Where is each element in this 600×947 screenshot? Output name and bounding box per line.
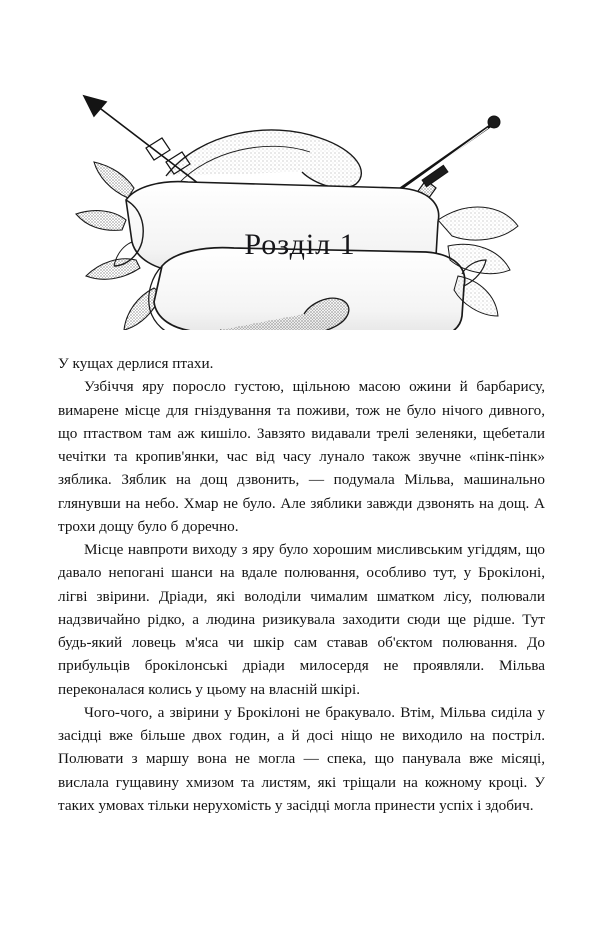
paragraph: Узбіччя яру поросло густою, щільною масою ожини й барбарису, вимарене місце для гніздування та поживи, тож не було нічого дивного, що птаством там аж кишіло. Завзято видавали трелі зеленяки, щебетали чечітки та кропив'янки, час від часу лунало також звучне «пінк-пінк» зяблика. Зяблик на дощ дзвонить, — подумала Мільва, машинально глянувши на небо. Хмар не було. Але зяблики завжди дзвонять на дощ. А трохи дощу було б доречно. xyxy=(58,378,545,535)
scroll-sword-arrow-illustration xyxy=(70,80,530,330)
chapter-illustration xyxy=(0,70,600,340)
paragraph: Місце навпроти виходу з яру було хорошим мисливським угіддям, що давало непогані шанси на вдале полювання, особливо тут, у Брокілоні, лігві звірини. Дріади, які володіли чималим шматком лісу, полювали надзвичайно рідко, а людина ризикувала заходити сюди ще рідше. Тут будь-який ловець м'яса чи шкір сам ставав об'єктом полювання. До прибульців брокілонські дріади милосердя не проявляли. Мільва переконалася колись у цьому на власній шкірі. xyxy=(58,541,545,698)
paragraph: Чого-чого, а звірини у Брокілоні не бракувало. Втім, Мільва сиділа у засідці вже більше двох годин, а й досі ніщо не виходило на постріл. Полювати з маршу вона не могла — спека, що панувала вже місяці, вислала гущавину хмизом та листям, які тріщали на кожному кроці. У таких умовах тільки нерухомість у засідці могла принести успіх і здобич. xyxy=(58,703,545,814)
body-text xyxy=(58,352,545,817)
engraving-artwork xyxy=(70,80,530,330)
paragraph: У кущах дерлися птахи. xyxy=(58,355,214,372)
branch-upper xyxy=(166,130,361,188)
chapter-title: Розділ 1 xyxy=(244,228,356,261)
